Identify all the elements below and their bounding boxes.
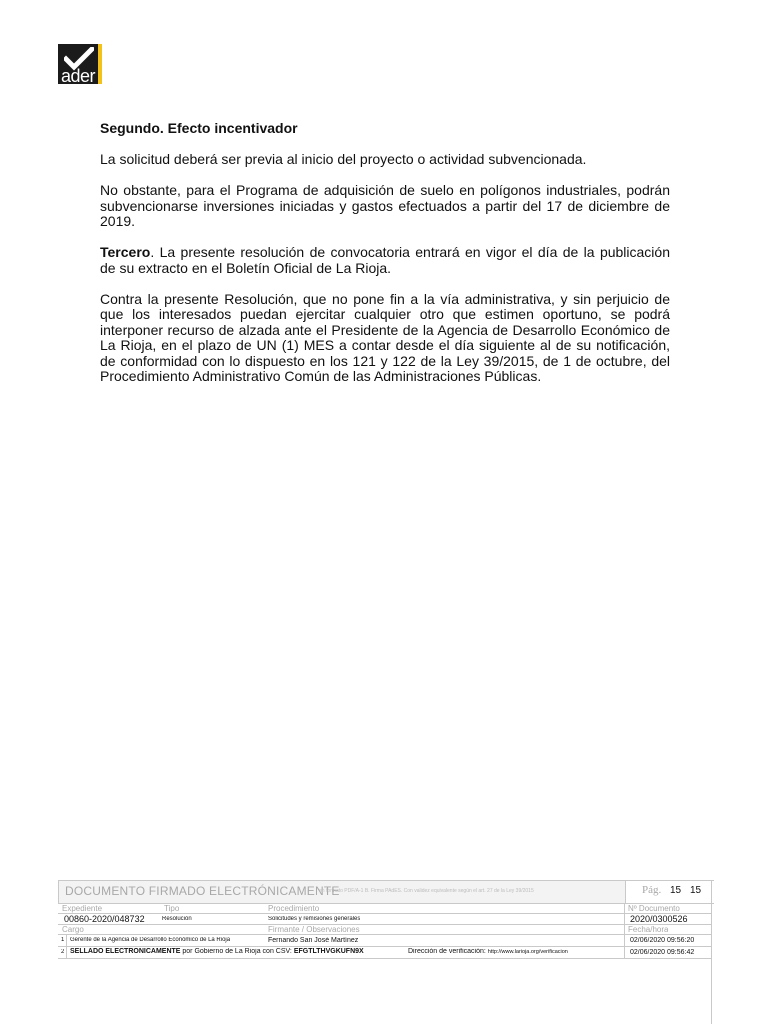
signature-banner	[58, 880, 714, 904]
label-firmante: Firmante / Observaciones	[268, 925, 360, 934]
page-current: 15	[670, 885, 682, 896]
seal-bold: SELLADO ELECTRÓNICAMENTE	[70, 948, 181, 955]
banner-note: en formato PDF/A-1 B. Firma PAdES. Con validez equivalente según el art. 27 de la Ley 39/2015	[319, 888, 534, 894]
label-row-2	[58, 925, 712, 935]
paragraph-3-text: . La presente resolución de convocatoria entrará en vigor el día de la publicación de su extracto en el Boletín Oficial de La Rioja.	[100, 244, 670, 276]
seal-csv: EFGTLTHVGKUFN9X	[293, 948, 364, 955]
signer-name: Fernando San José Martínez	[268, 937, 359, 944]
verification-url[interactable]: http://www.larioja.org/verificacion	[487, 949, 568, 955]
seal-date: 02/06/2020 09:56:42	[630, 949, 695, 956]
seal-row	[58, 947, 712, 959]
number-divider	[66, 935, 67, 958]
label-procedimiento: Procedimiento	[268, 904, 320, 913]
section-heading: Segundo. Efecto incentivador	[100, 120, 298, 136]
ader-logo	[58, 44, 102, 84]
label-cargo: Cargo	[62, 925, 84, 934]
seal-text	[70, 948, 364, 955]
label-fecha-hora: Fecha/hora	[628, 925, 669, 934]
signer-row-1	[58, 935, 712, 947]
paragraph-2: No obstante, para el Programa de adquisición de suelo en polígonos industriales, podrán subvencionarse inversiones iniciadas y gastos efectuados a partir del 17 de diciembre de 2019.	[100, 182, 670, 229]
seal-number: 2	[61, 949, 65, 955]
label-row-1	[58, 904, 712, 914]
verification-label: Dirección de verificación:	[408, 948, 488, 955]
label-expediente: Expediente	[62, 904, 103, 913]
logo-accent-stripe	[98, 44, 102, 84]
value-row-1	[58, 914, 712, 925]
signer-date: 02/06/2020 09:56:20	[630, 937, 695, 944]
verification-address	[408, 948, 568, 955]
paragraph-4: Contra la presente Resolución, que no pone fin a la vía administrativa, y sin perjuicio de que los interesados puedan ejercitar cualquier otro que estimen oportuno, se podrá interponer recurso de alzada ante el Presidente de la Agencia de Desarrollo Económico de La Rioja, en el plazo de UN (1) MES a contar desde el día siguiente al de su notificación, de conformidad con lo dispuesto en los 121 y 122 de la Ley 39/2015, de 1 de octubre, del Procedimiento Administrativo Común de las Administraciones Públicas.	[100, 290, 670, 384]
date-column-divider	[624, 904, 625, 958]
label-tipo: Tipo	[164, 904, 180, 913]
page-indicator	[625, 881, 714, 903]
paragraph-3-bold: Tercero	[100, 244, 151, 260]
page-label: Pág.	[642, 884, 662, 896]
page-total: 15	[690, 885, 702, 896]
logo-text: ader	[61, 66, 96, 86]
value-procedimiento: Solicitudes y remisiones generales	[268, 916, 361, 922]
value-expediente: 00860-2020/048732	[64, 914, 145, 924]
seal-desc: por Gobierno de La Rioja con CSV:	[180, 948, 294, 955]
banner-title: DOCUMENTO FIRMADO ELECTRÓNICAMENTE	[65, 884, 340, 898]
paragraph-1: La solicitud deberá ser previa al inicio del proyecto o actividad subvencionada.	[100, 151, 587, 167]
label-n-documento: Nº Documento	[628, 904, 680, 913]
value-tipo: Resolución	[162, 916, 192, 922]
signer-number: 1	[61, 937, 65, 943]
signer-cargo: Gerente de la Agencia de Desarrollo Económico de La Rioja	[70, 937, 231, 943]
right-margin-line	[711, 880, 712, 1024]
value-n-documento: 2020/0300526	[630, 914, 688, 924]
paragraph-3	[100, 245, 670, 276]
document-body	[100, 121, 670, 400]
